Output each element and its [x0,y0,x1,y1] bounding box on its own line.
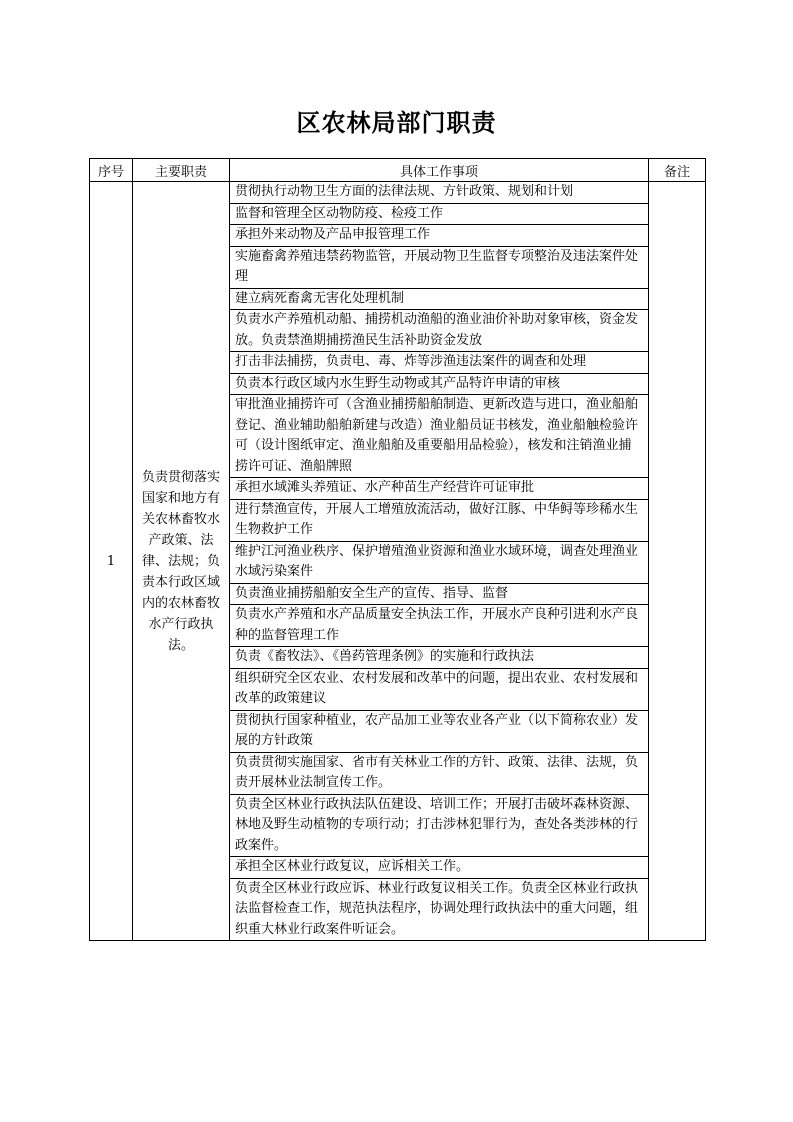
task-item: 贯彻执行动物卫生方面的法律法规、方针政策、规划和计划 [230,182,649,204]
task-item: 承担全区林业行政复议，应诉相关工作。 [230,857,649,879]
task-item: 审批渔业捕捞许可（含渔业捕捞船舶制造、更新改造与进口，渔业船舶登记、渔业辅助船舶新建与改造）渔业船员证书核发，渔业船触检验许可（设计图纸审定、渔业船舶及重要船用品检验），核发和注销渔业捕捞许可证、渔船牌照 [230,395,649,478]
task-item: 负责贯彻实施国家、省市有关林业工作的方针、政策、法律、法规，负责开展林业法制宣传工作。 [230,752,649,794]
task-item: 实施畜禽养殖违禁药物监管，开展动物卫生监督专项整治及违法案件处理 [230,246,649,288]
header-main-duty: 主要职责 [133,159,230,182]
row-seq: 1 [90,182,133,941]
task-item: 负责水产养殖机动船、捕捞机动渔船的渔业油价补助对象审核，资金发放。负责禁渔期捕捞渔民生活补助资金发放 [230,310,649,352]
header-remarks: 备注 [649,159,706,182]
duty-table [89,158,706,941]
row-remarks [649,182,706,941]
task-item: 负责《畜牧法》、《兽药管理条例》的实施和行政执法 [230,647,649,669]
task-item: 组织研究全区农业、农村发展和改革中的问题，提出农业、农村发展和改革的政策建议 [230,668,649,710]
header-tasks: 具体工作事项 [230,159,649,182]
task-item: 负责全区林业行政执法队伍建设、培训工作；开展打击破坏森林资源、林地及野生动植物的专项行动；打击涉林犯罪行为，查处各类涉林的行政案件。 [230,794,649,857]
page-title: 区农林局部门职责 [296,109,497,137]
task-item: 维护江河渔业秩序、保护增殖渔业资源和渔业水域环境，调查处理渔业水域污染案件 [230,541,649,583]
table-header-row [90,159,706,182]
task-item: 负责全区林业行政应诉、林业行政复议相关工作。负责全区林业行政执法监督检查工作，规范执法程序，协调处理行政执法中的重大问题，组织重大林业行政案件听证会。 [230,878,649,941]
table-row [90,182,706,204]
task-item: 承担水域滩头养殖证、水产种苗生产经营许可证审批 [230,478,649,500]
header-seq: 序号 [90,159,133,182]
task-item: 监督和管理全区动物防疫、检疫工作 [230,203,649,225]
task-item: 打击非法捕捞，负责电、毒、炸等涉渔违法案件的调查和处理 [230,352,649,374]
task-item: 建立病死畜禽无害化处理机制 [230,288,649,310]
task-item: 负责本行政区域内水生野生动物或其产品特许申请的审核 [230,373,649,395]
task-item: 进行禁渔宣传，开展人工增殖放流活动，做好江豚、中华鲟等珍稀水生生物救护工作 [230,499,649,541]
table-body [90,182,706,941]
row-main-duty: 负责贯彻落实国家和地方有关农林畜牧水产政策、法律、法规；负责本行政区域内的农林畜牧水产行政执法。 [133,182,230,941]
task-item: 承担外来动物及产品申报管理工作 [230,225,649,247]
task-item: 负责渔业捕捞船舶安全生产的宣传、指导、监督 [230,583,649,605]
task-item: 负责水产养殖和水产品质量安全执法工作，开展水产良种引进利水产良种的监督管理工作 [230,605,649,647]
task-item: 贯彻执行国家种植业，农产品加工业等农业各产业（以下简称农业）发展的方针政策 [230,710,649,752]
